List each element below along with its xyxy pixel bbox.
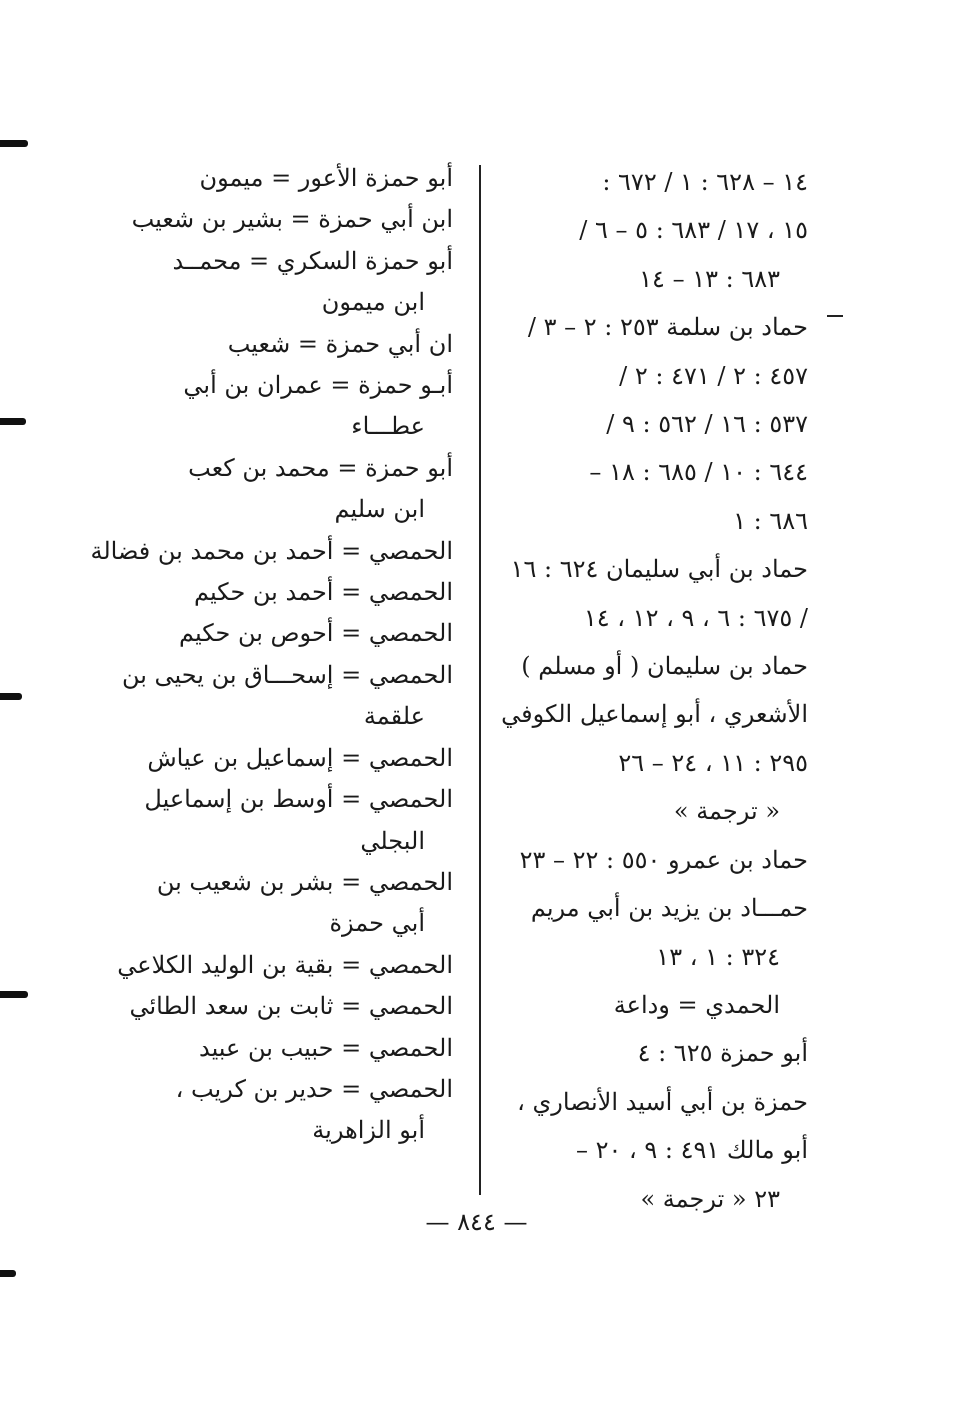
index-line: ٦٨٦ : ١ [733, 506, 808, 535]
index-line: ٦٨٣ : ١٣ – ١٤ [639, 264, 780, 293]
index-line: ابن أبي حمزة = بشير بن شعيب [131, 205, 453, 234]
index-line: الأشعري ، أبو إسماعيل الكوفي [501, 700, 808, 729]
index-line: حماد بن سلمة ٢٥٣ : ٢ – ٣ / [527, 313, 808, 342]
index-line: ٤٥٧ : ٢ / ٤٧١ : ٢ / [619, 361, 808, 390]
index-line: أبو حمزة الأعور = ميمون [199, 164, 453, 192]
index-line: أبو حمزة ٦٢٥ : ٤ [637, 1039, 808, 1068]
page-number: — ٨٤٤ — [425, 1208, 528, 1236]
index-line: الحمصي = أحمد بن حكيم [193, 578, 453, 607]
index-line: الحمصي = ثابت بن سعد الطائي [129, 992, 453, 1021]
index-line: ١٤ – ٦٢٨ : ١ / ٦٧٢ : [602, 168, 808, 196]
binding-mark [0, 1270, 16, 1277]
binding-mark [0, 991, 28, 998]
index-line: أبـو حمزة = عمران بن أبي [183, 371, 453, 400]
index-line: حماد بن سليمان ( أو مسلم ) [521, 652, 808, 681]
index-line: أبو حمزة = محمد بن كعب [188, 453, 453, 482]
index-line: أبو الزاهرية [312, 1116, 425, 1145]
index-line: الحمصي = بشر بن شعيب بن [156, 867, 453, 896]
index-line: « ترجمة » [673, 797, 780, 826]
index-line: ٢٣ « ترجمة » [640, 1184, 780, 1213]
binding-mark [0, 418, 26, 425]
index-line: الحمصي = إسماعيل بن عياش [147, 743, 453, 772]
index-line: ١٥ ، ١٧ / ٦٨٣ : ٥ – ٦ / [579, 216, 808, 245]
index-line: البجلي [360, 826, 425, 855]
column-divider [479, 165, 481, 1195]
index-line: عطـــاء [351, 412, 425, 441]
index-line: حمـــاد بن يزيد بن أبي مريم [530, 894, 808, 923]
index-line: ابن سليم [334, 495, 425, 524]
index-column-left [90, 158, 453, 1152]
index-line: الحمصي = إسحـــاق بن يحيى بن [121, 660, 453, 689]
index-line: ان أبي حمزة = شعيب [227, 329, 453, 358]
index-line: الحمصي = أحوص بن حكيم [179, 619, 453, 648]
index-line: الحمصي = حبيب بن عبيد [198, 1033, 453, 1062]
index-line: الحمصي = حدير بن كريب ، [175, 1074, 453, 1103]
index-line: الحمدي = وداعة [613, 990, 780, 1019]
index-line: أبو مالك ٤٩١ : ٩ ، ٢٠ – [575, 1136, 808, 1165]
binding-mark [0, 140, 28, 147]
index-line: / ٦٧٥ : ٦ ، ٩ ، ١٢ ، ١٤ [583, 603, 808, 632]
index-line: أبي حمزة [329, 909, 425, 938]
index-line: ٥٣٧ : ١٦ / ٥٦٢ : ٩ / [606, 410, 808, 439]
index-line: ٦٤٤ : ١٠ / ٦٨٥ : ١٨ – [589, 458, 808, 487]
binding-mark [0, 693, 22, 700]
index-line: حمزة بن أبي أسيد الأنصاري ، [517, 1087, 808, 1116]
index-line: الحمصي = أحمد بن محمد بن فضالة [90, 536, 453, 565]
index-column-right [483, 158, 808, 1223]
index-line: الحمصي = أوسط بن إسماعيل [144, 785, 453, 814]
index-line: حماد بن عمرو ٥٥٠ : ٢٢ – ٢٣ [519, 845, 808, 874]
index-line: أبو حمزة السكري = محمــد [172, 246, 453, 275]
index-line: ٢٩٥ : ١١ ، ٢٤ – ٢٦ [618, 748, 808, 777]
margin-annotation-dash [827, 315, 843, 317]
index-line: حماد بن أبي سليمان ٦٢٤ : ١٦ [510, 555, 808, 584]
index-line: الحمصي = بقية بن الوليد الكلاعي [117, 950, 453, 979]
index-line: ٣٢٤ : ١ ، ١٣ [656, 942, 780, 971]
index-line: ابن ميمون [321, 288, 425, 317]
index-line: علقمة [363, 702, 425, 731]
